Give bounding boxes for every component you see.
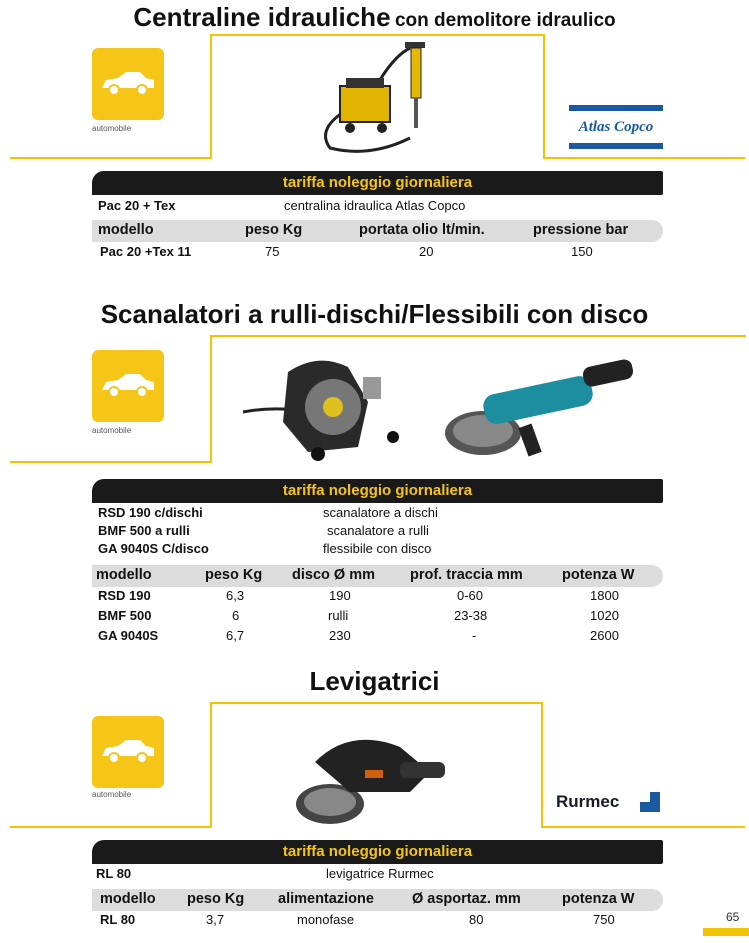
description-row: Pac 20 + Tex centralina idraulica Atlas Copco xyxy=(98,198,466,213)
table-row: Pac 20 +Tex 11 75 20 150 xyxy=(100,244,593,259)
table-row: RSD 190 6,3 190 0-60 1800 xyxy=(98,588,619,603)
tariff-bar: tariffa noleggio giornaliera xyxy=(92,840,663,864)
section1-title-sub: con demolitore idraulico xyxy=(394,10,616,31)
category-label: automobile xyxy=(92,124,132,133)
page-number: 65 xyxy=(726,910,740,924)
table-row: GA 9040S 6,7 230 - 2600 xyxy=(98,628,619,643)
tariff-bar: tariffa noleggio giornaliera xyxy=(92,171,663,195)
description-row: RSD 190 c/dischi scanalatore a dischi xyxy=(98,505,438,520)
category-label: automobile xyxy=(92,790,132,799)
automobile-icon xyxy=(92,350,164,422)
frame-line xyxy=(210,702,212,827)
tariff-bar: tariffa noleggio giornaliera xyxy=(92,479,663,503)
table-row: RL 80 3,7 monofase 80 750 xyxy=(100,912,615,927)
frame-line xyxy=(210,335,212,462)
frame-line xyxy=(210,34,212,158)
frame-line xyxy=(10,826,212,828)
section1-title-main: Centraline idrauliche xyxy=(133,2,391,32)
frame-line xyxy=(210,34,544,36)
atlas-copco-logo: Atlas Copco xyxy=(569,105,663,149)
section3-title: Levigatrici xyxy=(309,666,440,696)
table-header: modello peso Kg portata olio lt/min. pressione bar xyxy=(92,220,663,242)
frame-line xyxy=(543,157,745,159)
table-row: BMF 500 6 rulli 23-38 1020 xyxy=(98,608,619,623)
section1-title xyxy=(0,2,749,33)
table-header: modello peso Kg disco Ø mm prof. traccia mm potenza W xyxy=(92,565,663,587)
frame-line xyxy=(10,157,212,159)
section2-title: Scanalatori a rulli-dischi/Flessibili con disco xyxy=(100,299,649,329)
hydraulic-unit-image xyxy=(310,38,440,156)
angle-grinder-image xyxy=(443,355,638,465)
frame-line xyxy=(543,34,545,158)
frame-line xyxy=(541,702,543,827)
category-label: automobile xyxy=(92,426,132,435)
description-row: BMF 500 a rulli scanalatore a rulli xyxy=(98,523,429,538)
page-number-bar xyxy=(703,928,749,936)
frame-line xyxy=(10,461,212,463)
rurmec-logo: Rurmec xyxy=(556,790,619,814)
frame-line xyxy=(541,826,745,828)
description-row: GA 9040S C/disco flessibile con disco xyxy=(98,541,432,556)
wall-chaser-image xyxy=(238,352,408,464)
frame-line xyxy=(210,702,542,704)
description-row: RL 80 levigatrice Rurmec xyxy=(96,866,434,881)
sander-image xyxy=(290,722,450,830)
automobile-icon xyxy=(92,48,164,120)
automobile-icon xyxy=(92,716,164,788)
frame-line xyxy=(210,335,746,337)
table-header: modello peso Kg alimentazione Ø asportaz. mm potenza W xyxy=(92,889,663,911)
